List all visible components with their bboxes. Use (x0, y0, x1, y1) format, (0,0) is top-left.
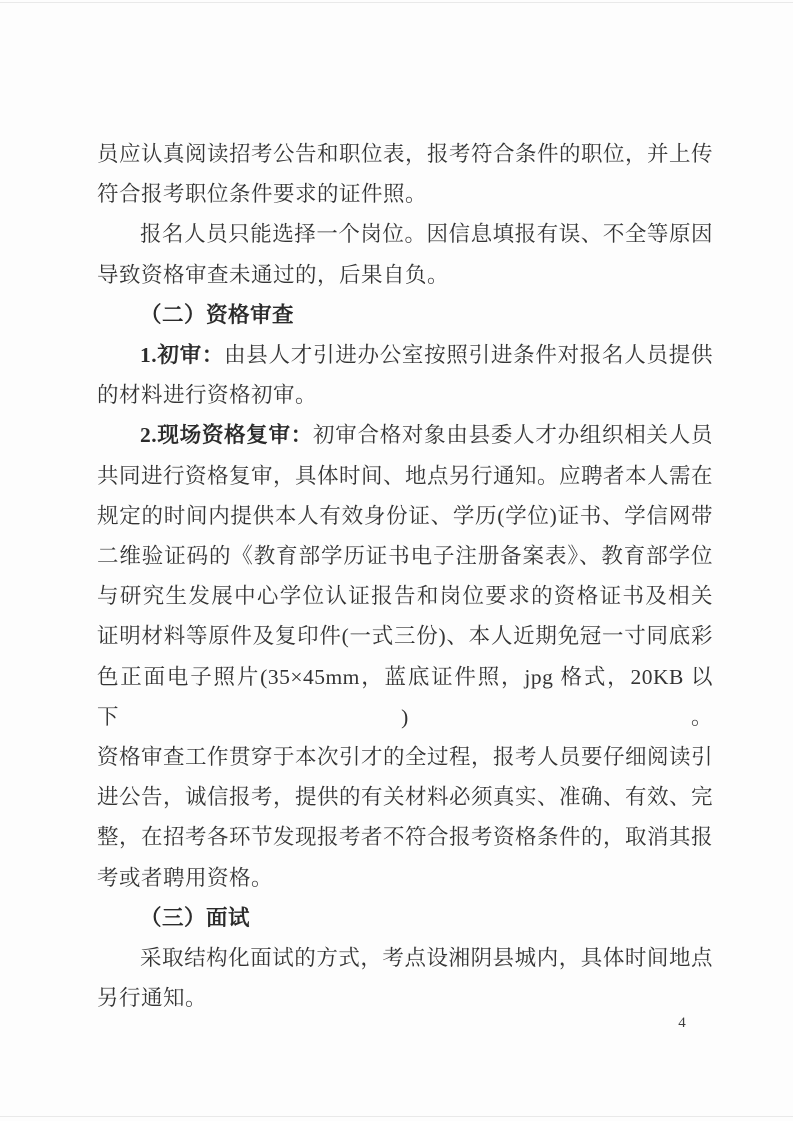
text-line: 2.现场资格复审：初审合格对象由县委人才办组织相关人员 (140, 423, 713, 448)
section-heading: （三）面试 (140, 905, 251, 930)
text-line: 与研究生发展中心学位认证报告和岗位要求的资格证书及相关 (97, 584, 713, 609)
text-line: 资格审查工作贯穿于本次引才的全过程，报考人员要仔细阅读引 (97, 745, 714, 770)
scan-edge-top (0, 2, 793, 3)
text-line: 报名人员只能选择一个岗位。因信息填报有误、不全等原因 (140, 222, 713, 247)
section-heading: （二）资格审查 (140, 302, 295, 327)
text-line: 色正面电子照片(35×45mm，蓝底证件照，jpg 格式，20KB 以下)。 (97, 664, 713, 729)
text-line: 导致资格审查未通过的，后果自负。 (97, 262, 450, 287)
text-line: 采取结构化面试的方式，考点设湘阴县城内，具体时间地点 (140, 946, 713, 971)
text-line: 1.初审：由县人才引进办公室按照引进条件对报名人员提供 (140, 343, 713, 368)
text-line: 规定的时间内提供本人有效身份证、学历(学位)证书、学信网带 (97, 503, 713, 528)
document-body (97, 134, 713, 1018)
text-line: 符合报考职位条件要求的证件照。 (97, 182, 428, 207)
page-number: 4 (678, 1015, 686, 1031)
text-line: 二维验证码的《教育部学历证书电子注册备案表》、教育部学位 (97, 544, 713, 569)
text-line: 考或者聘用资格。 (97, 865, 274, 890)
text-line: 另行通知。 (97, 986, 208, 1011)
text-line: 共同进行资格复审，具体时间、地点另行通知。应聘者本人需在 (97, 463, 714, 488)
text-line: 进公告，诚信报考，提供的有关材料必须真实、准确、有效、完 (97, 785, 714, 810)
text-line: 的材料进行资格初审。 (97, 383, 318, 408)
run-in-heading: 2.现场资格复审： (140, 423, 313, 448)
text-line: 整，在招考各环节发现报考者不符合报考资格条件的，取消其报 (97, 825, 714, 850)
scan-edge-bottom (0, 1116, 793, 1117)
run-in-heading: 1.初审： (140, 343, 225, 368)
text-line: 员应认真阅读招考公告和职位表，报考符合条件的职位，并上传 (97, 142, 714, 166)
text-line: 证明材料等原件及复印件(一式三份)、本人近期免冠一寸同底彩 (97, 624, 713, 649)
